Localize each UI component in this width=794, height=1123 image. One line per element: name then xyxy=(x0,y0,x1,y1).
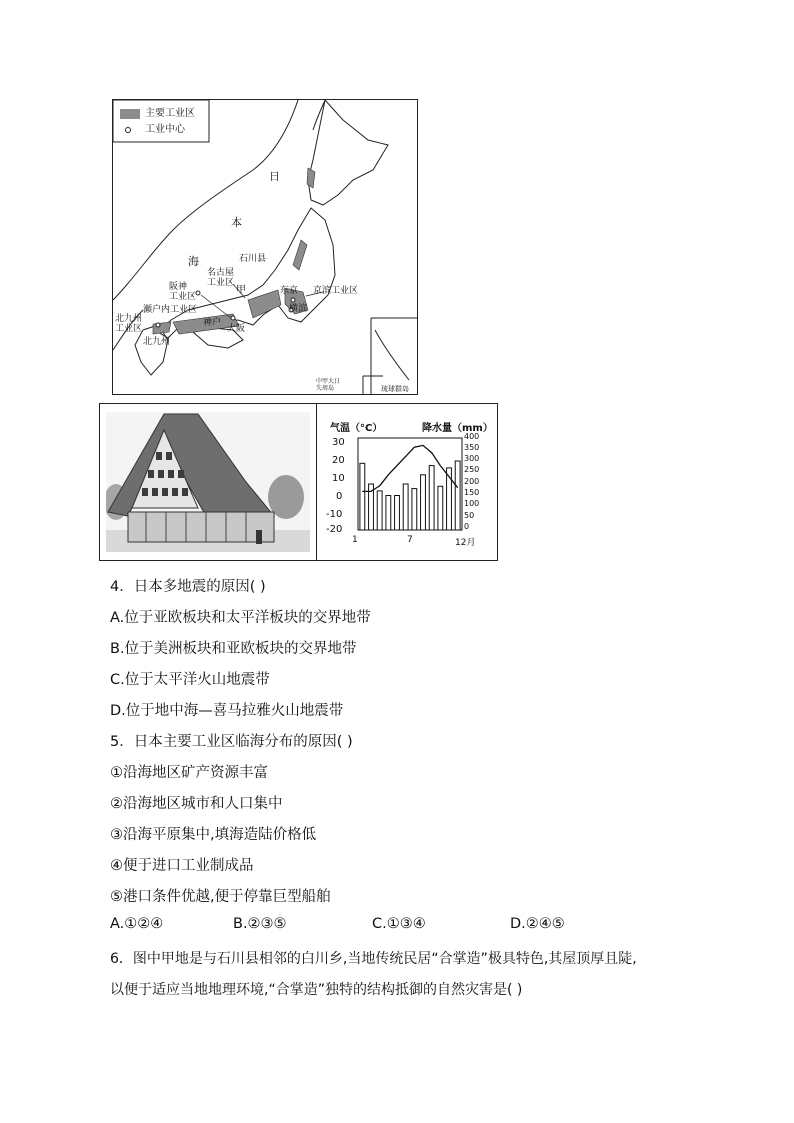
chart-title-temperature: 气温（°C） xyxy=(330,423,383,434)
precip-bar-7 xyxy=(412,489,417,530)
label-kitakyushu-zone: 北九州 工业区 xyxy=(115,314,143,334)
left-tick-minus20: -20 xyxy=(326,524,343,535)
left-tick-20: 20 xyxy=(332,455,345,466)
house-and-climate-figure xyxy=(99,403,498,561)
left-tick-0: 0 xyxy=(336,491,343,502)
label-keihin: 京滨工业区 xyxy=(313,286,359,296)
q5-option-b: B.②③⑤ xyxy=(233,916,287,932)
legend-industrial-zone: 主要工业区 xyxy=(145,108,195,119)
precip-bar-8 xyxy=(421,475,426,530)
label-nagoya: 名古屋 工业区 xyxy=(207,268,235,288)
right-tick-200: 200 xyxy=(464,477,480,486)
chart-title-precipitation: 降水量（mm） xyxy=(422,423,493,434)
right-tick-150: 150 xyxy=(464,488,480,497)
label-yokohama: 横滨 xyxy=(289,304,308,314)
sea-label-ri: 日 xyxy=(269,170,280,183)
question-6-line1: 6．图中甲地是与石川县相邻的白川乡,当地传统民居“合掌造”极具特色,其屋顶厚且陡, xyxy=(110,951,637,967)
question-5: 5．日本主要工业区临海分布的原因( ) xyxy=(110,734,353,750)
map-drawing xyxy=(113,100,418,395)
label-tokyo: 东京 xyxy=(280,286,299,296)
gassho-house-photo xyxy=(106,412,310,552)
label-kitakyushu: 北九州 xyxy=(143,337,171,347)
right-tick-50: 50 xyxy=(464,511,475,520)
label-kobe: 神户 xyxy=(203,318,222,328)
q4-option-b: B.位于美洲板块和亚欧板块的交界地带 xyxy=(110,641,357,657)
x-tick-7: 7 xyxy=(407,535,413,545)
japan-industrial-map xyxy=(112,99,418,395)
legend-industrial-center: 工业中心 xyxy=(145,124,185,135)
question-4: 4．日本多地震的原因( ) xyxy=(110,579,266,595)
label-ishikawa: 石川县 xyxy=(239,254,267,264)
left-tick-30: 30 xyxy=(332,437,345,448)
precip-bar-4 xyxy=(386,496,391,531)
q4-option-a: A.位于亚欧板块和太平洋板块的交界地带 xyxy=(110,610,371,626)
precip-bar-3 xyxy=(377,491,382,530)
precip-bar-10 xyxy=(438,486,443,530)
precip-bar-1 xyxy=(360,463,365,530)
x-tick-12: 12月 xyxy=(455,538,476,548)
x-tick-1: 1 xyxy=(352,535,358,545)
q5-option-d: D.②④⑤ xyxy=(510,916,565,932)
label-jia: 甲 xyxy=(236,285,246,296)
q5-item-1: ①沿海地区矿产资源丰富 xyxy=(110,765,268,781)
label-setouchi: 瀬户内工业区 xyxy=(143,305,198,315)
q4-option-c: C.位于太平洋火山地震带 xyxy=(110,672,270,688)
right-tick-400: 400 xyxy=(464,432,480,441)
q5-item-4: ④便于进口工业制成品 xyxy=(110,858,254,874)
q5-item-3: ③沿海平原集中,填海造陆价格低 xyxy=(110,827,317,843)
q5-item-2: ②沿海地区城市和人口集中 xyxy=(110,796,283,812)
sea-label-hai: 海 xyxy=(188,255,199,268)
left-tick-10: 10 xyxy=(332,473,345,484)
precip-bar-9 xyxy=(429,466,434,530)
q5-option-c: C.①③④ xyxy=(372,916,426,932)
q5-option-a: A.①②④ xyxy=(110,916,164,932)
left-tick-minus10: -10 xyxy=(326,509,343,520)
label-hanshin: 阪神 工业区 xyxy=(169,282,197,302)
label-osaka: 大阪 xyxy=(227,324,246,334)
question-6-line2: 以便于适应当地地理环境,“合掌造”独特的结构抵御的自然灾害是( ) xyxy=(110,982,523,998)
label-ryukyu: 琉球群岛 xyxy=(381,385,409,393)
precip-bar-12 xyxy=(455,461,460,530)
temperature-line xyxy=(362,445,457,491)
right-tick-350: 350 xyxy=(464,443,480,452)
q5-item-5: ⑤港口条件优越,便于停靠巨型船舶 xyxy=(110,889,331,905)
right-tick-300: 300 xyxy=(464,454,480,463)
inset-note: 中甲大日 失周岛 xyxy=(316,378,341,392)
right-tick-100: 100 xyxy=(464,499,480,508)
q4-option-d: D.位于地中海—喜马拉雅火山地震带 xyxy=(110,703,344,719)
precip-bar-5 xyxy=(395,496,400,531)
right-tick-0: 0 xyxy=(464,522,470,531)
precip-bar-6 xyxy=(403,484,408,530)
right-tick-250: 250 xyxy=(464,465,480,474)
sea-label-ben: 本 xyxy=(231,216,242,229)
